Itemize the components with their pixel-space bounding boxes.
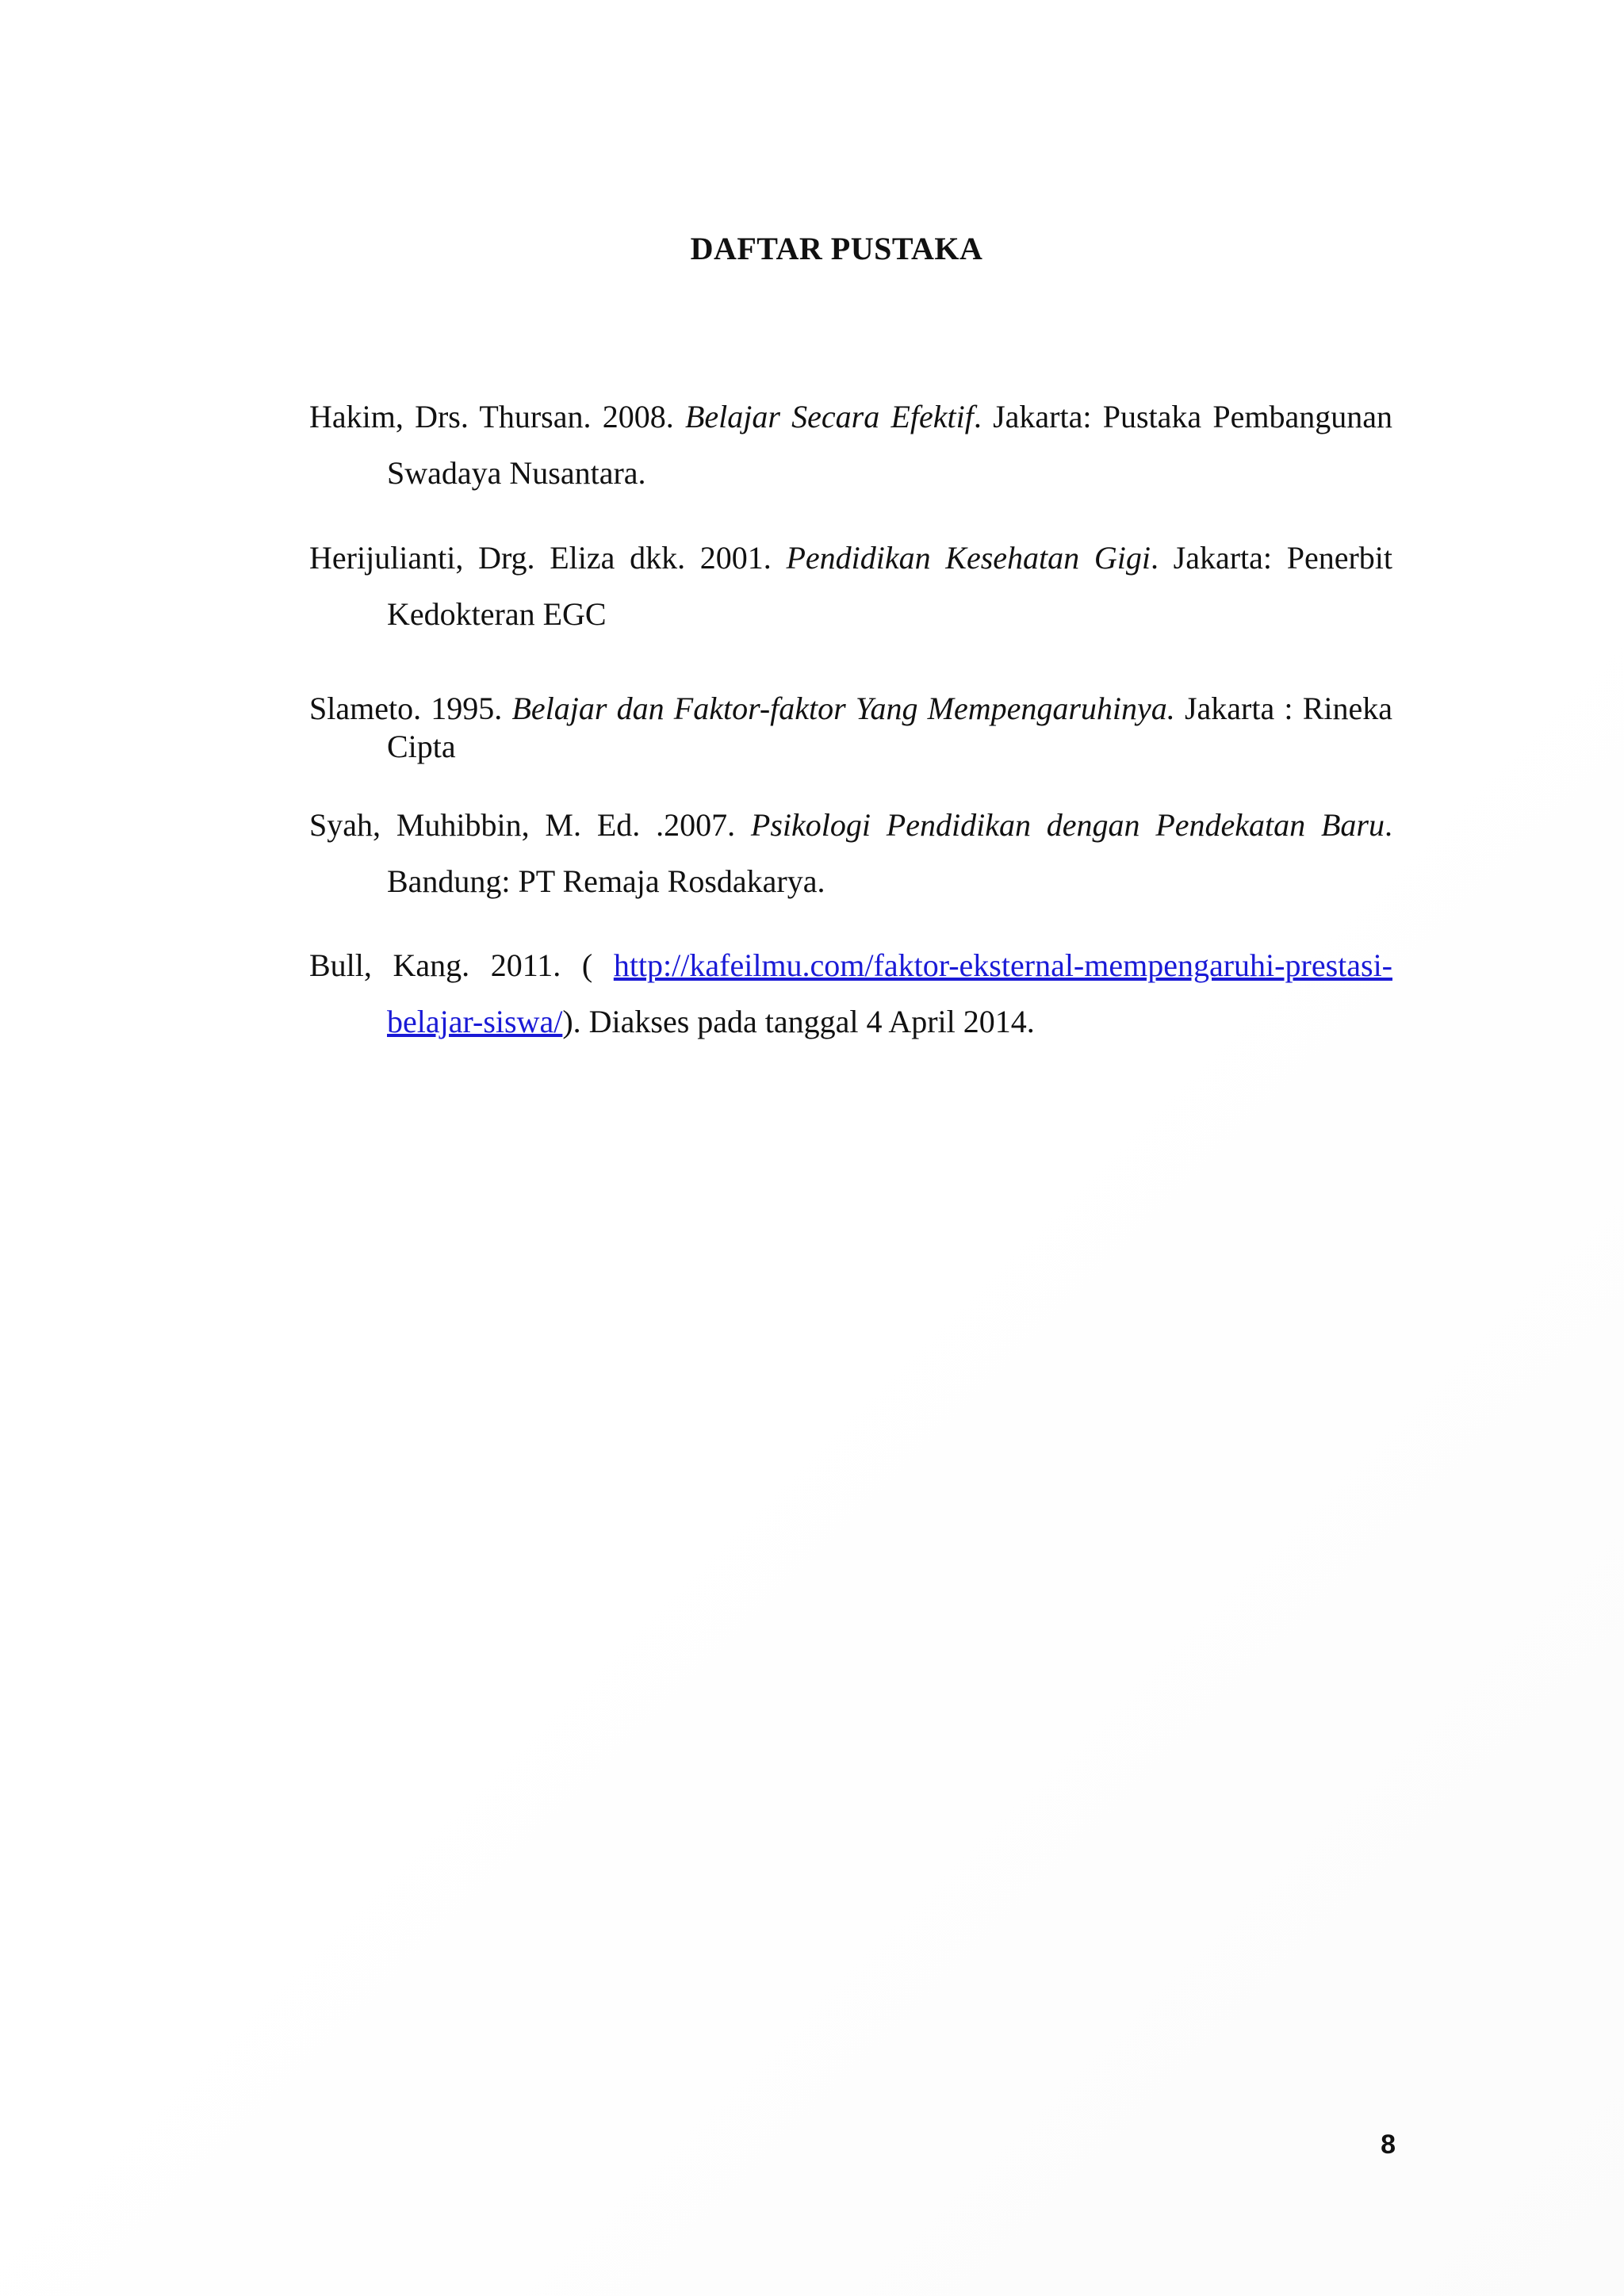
reference-item <box>309 690 1392 766</box>
reference-item <box>309 388 1392 501</box>
reference-item <box>309 530 1392 642</box>
reference-item <box>309 937 1392 1050</box>
reference-title: Belajar dan Faktor-faktor Yang Mempengaruhinya. <box>511 691 1175 726</box>
reference-publisher: . Bandung: PT Remaja Rosdakarya. <box>387 807 1392 899</box>
reference-author-year: Slameto. 1995. <box>309 691 512 726</box>
page-title: DAFTAR PUSTAKA <box>690 231 983 266</box>
reference-publisher: . Jakarta: Pustaka Pembangunan Swadaya Nusantara. <box>387 399 1392 491</box>
reference-author-year: Bull, Kang. 2011. ( <box>309 947 614 983</box>
reference-access-date: ). Diakses pada tanggal 4 April 2014. <box>562 1004 1035 1039</box>
reference-author-year: Syah, Muhibbin, M. Ed. .2007. <box>309 807 751 843</box>
reference-author-year: Herijulianti, Drg. Eliza dkk. 2001. <box>309 540 787 576</box>
reference-item <box>309 797 1392 909</box>
reference-title: Psikologi Pendidikan dengan Pendekatan Baru <box>750 807 1385 843</box>
reference-publisher: Jakarta : Rineka Cipta <box>387 691 1392 764</box>
reference-url-link[interactable]: http://kafeilmu.com/faktor-eksternal-mempengaruhi-prestasi-belajar-siswa/ <box>387 947 1392 1039</box>
reference-author-year: Hakim, Drs. Thursan. 2008. <box>309 399 685 434</box>
page-number: 8 <box>1381 2130 1396 2160</box>
reference-title: Pendidikan Kesehatan Gigi <box>786 540 1151 576</box>
reference-publisher: . Jakarta: Penerbit Kedokteran EGC <box>387 540 1393 632</box>
reference-title: Belajar Secara Efektif <box>684 399 974 434</box>
